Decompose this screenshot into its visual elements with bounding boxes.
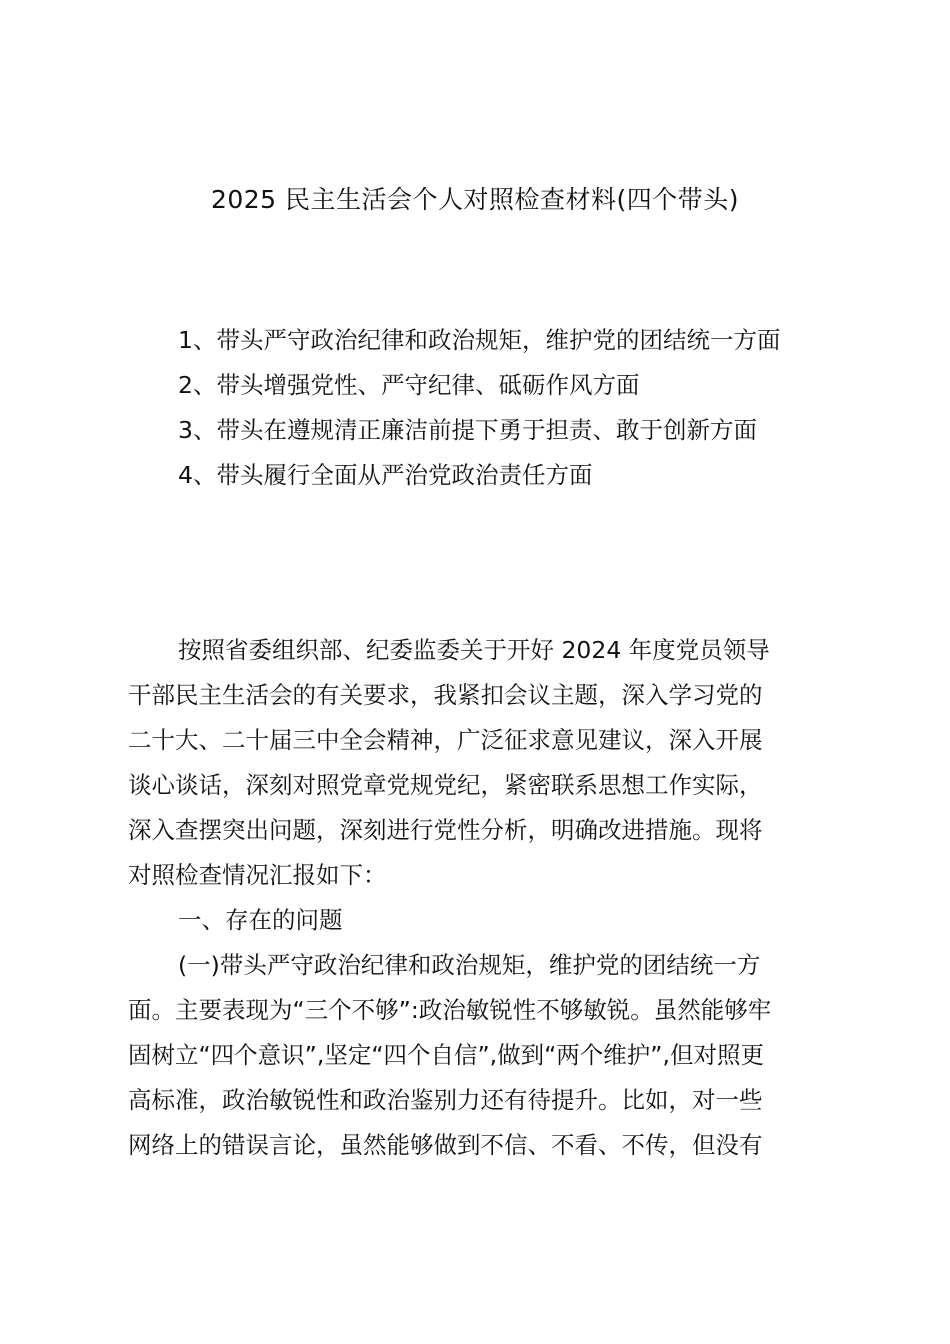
- intro-paragraph-line: 干部民主生活会的有关要求，我紧扣会议主题，深入学习党的: [128, 681, 763, 709]
- intro-paragraph-line: 谈心谈话，深刻对照党章党规党纪，紧密联系思想工作实际，: [128, 771, 763, 799]
- intro-paragraph-line: 深入查摆突出问题，深刻进行党性分析，明确改进措施。现将: [128, 816, 763, 844]
- outline-item: 1、带头严守政治纪律和政治规矩，维护党的团结统一方面: [178, 326, 781, 354]
- subsection-paragraph-line: 面。主要表现为“三个不够”:政治敏锐性不够敏锐。虽然能够牢: [128, 996, 772, 1024]
- subsection-paragraph-line: 固树立“四个意识”,坚定“四个自信”,做到“两个维护”,但对照更: [128, 1041, 764, 1069]
- body-text: [128, 628, 828, 1168]
- outline-item: 3、带头在遵规清正廉洁前提下勇于担责、敢于创新方面: [178, 416, 757, 444]
- document-title: 2025 民主生活会个人对照检查材料(四个带头): [210, 185, 740, 214]
- subsection-paragraph-line: 高标准，政治敏锐性和政治鉴别力还有待提升。比如，对一些: [128, 1086, 763, 1114]
- outline-item: 4、带头履行全面从严治党政治责任方面: [178, 461, 593, 489]
- intro-paragraph-line: 二十大、二十届三中全会精神，广泛征求意见建议，深入开展: [128, 726, 763, 754]
- intro-paragraph-line: 按照省委组织部、纪委监委关于开好 2024 年度党员领导: [178, 636, 770, 664]
- outline-item: 2、带头增强党性、严守纪律、砥砺作风方面: [178, 371, 640, 399]
- subsection-paragraph-line: 网络上的错误言论，虽然能够做到不信、不看、不传，但没有: [128, 1131, 763, 1159]
- outline-list: [178, 318, 878, 498]
- section-heading: 一、存在的问题: [178, 906, 343, 934]
- intro-paragraph-line: 对照检查情况汇报如下：: [128, 861, 387, 889]
- subsection-paragraph-line: (一)带头严守政治纪律和政治规矩，维护党的团结统一方: [178, 951, 761, 979]
